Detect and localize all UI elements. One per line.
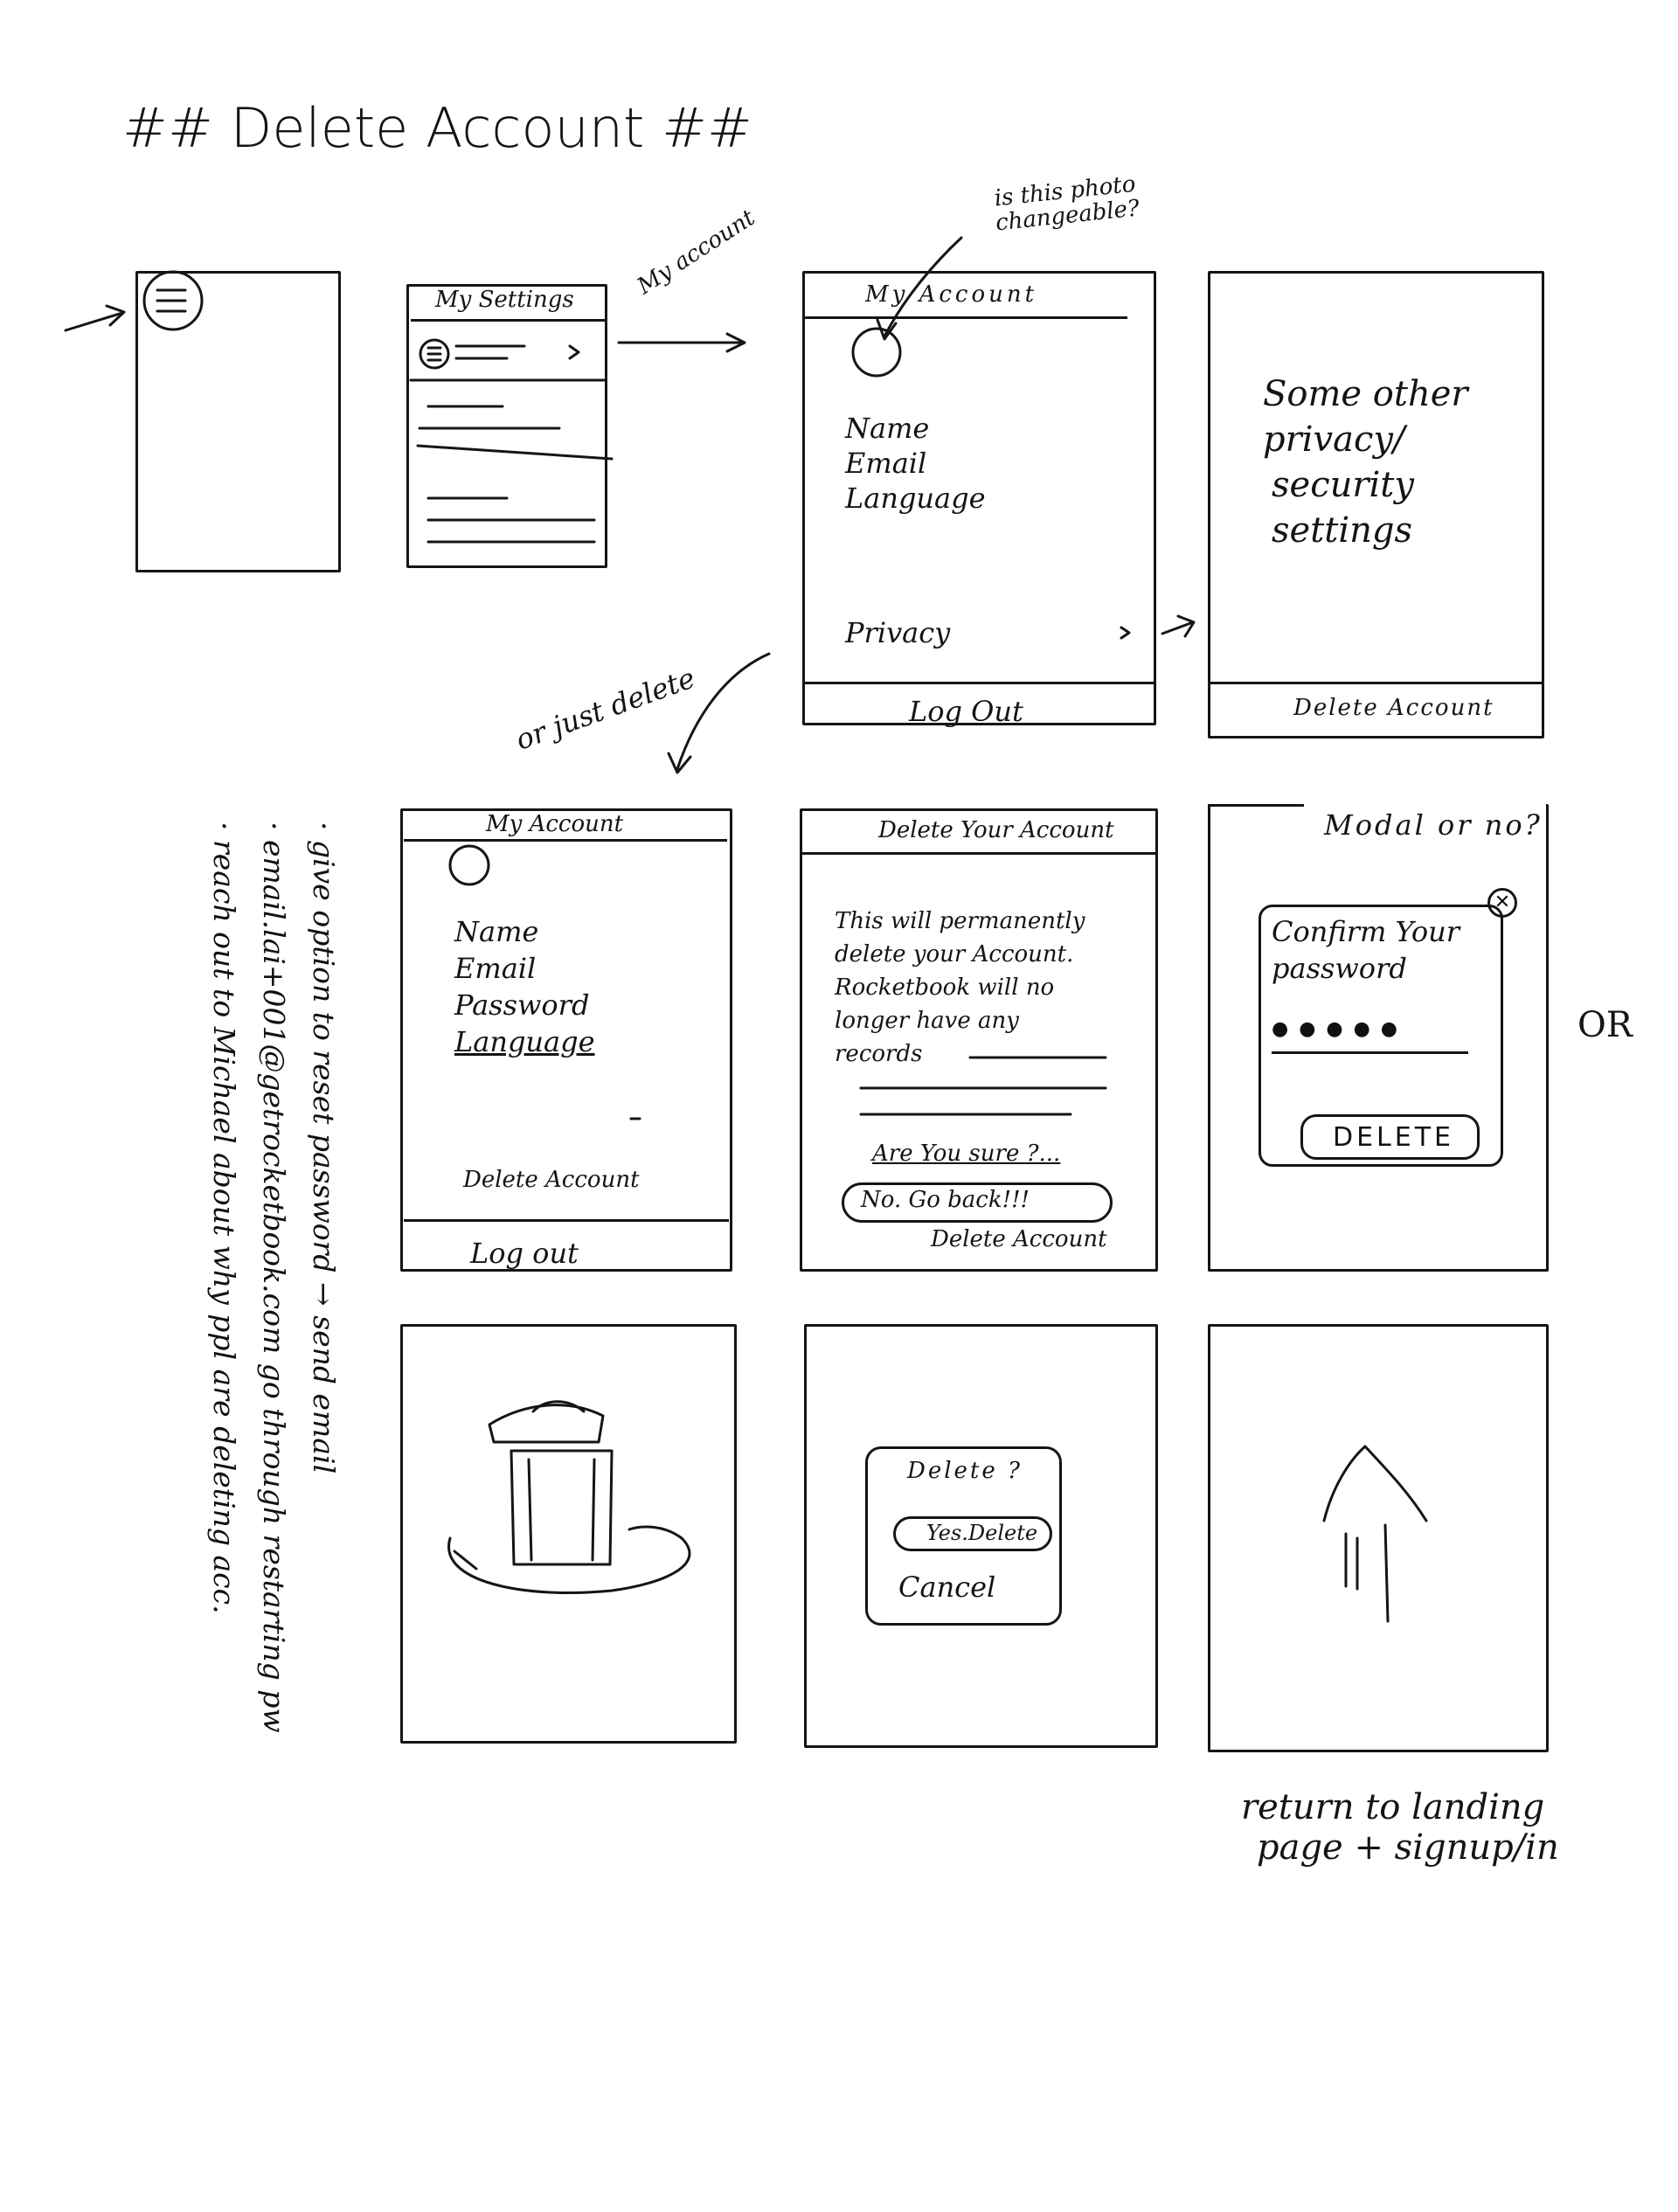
privacy-body-line: settings — [1272, 510, 1413, 551]
warning-line: Rocketbook will no — [835, 974, 1055, 1001]
my-account-2-title: My Account — [486, 811, 624, 837]
side-notes — [140, 822, 341, 2185]
go-back-button-label: No. Go back!!! — [861, 1187, 1030, 1213]
delete-account-link-3[interactable]: Delete Account — [931, 1226, 1107, 1252]
field-language[interactable]: Language — [845, 482, 986, 515]
confirm-label-line: password — [1272, 952, 1407, 985]
confirm-label-line: Confirm Your — [1272, 915, 1460, 948]
modal-question-note: Modal or no? — [1324, 808, 1543, 842]
privacy-body-line: Some other — [1263, 374, 1468, 414]
field-password[interactable]: Password — [454, 988, 590, 1022]
field-language[interactable]: Language — [454, 1025, 595, 1058]
field-name[interactable]: Name — [454, 915, 539, 948]
settings-title: My Settings — [435, 287, 574, 313]
close-icon[interactable]: ✕ — [1487, 888, 1517, 918]
field-email[interactable]: Email — [454, 952, 537, 985]
warning-line: records — [835, 1041, 923, 1067]
note-test-email: · email.lai+001@getrocketbook.com go through restarting pw — [257, 822, 291, 1733]
yes-delete-button-label: Yes.Delete — [926, 1521, 1038, 1545]
delete-your-account-title: Delete Your Account — [878, 817, 1114, 843]
field-name[interactable]: Name — [845, 412, 930, 445]
delete-account-link-2[interactable]: Delete Account — [463, 1167, 640, 1193]
privacy-link[interactable]: Privacy — [845, 616, 951, 649]
return-note-line: return to landing — [1241, 1787, 1545, 1827]
privacy-body-line: privacy/ — [1263, 420, 1405, 460]
warning-line: This will permanently — [835, 908, 1085, 934]
password-input[interactable]: ●●●●● — [1272, 1018, 1468, 1054]
note-reset-password: · give option to reset password → send email — [307, 822, 341, 1474]
are-you-sure-text: Are You sure ?... — [872, 1141, 1061, 1167]
privacy-body-line: security — [1272, 465, 1414, 505]
delete-button-label: DELETE — [1333, 1122, 1455, 1153]
my-account-arrow-label: My account — [633, 205, 760, 301]
or-just-delete-note: or just delete — [511, 661, 700, 757]
warning-line: longer have any — [835, 1008, 1019, 1034]
log-out-button-2[interactable]: Log out — [470, 1237, 579, 1270]
return-note-line: page + signup/in — [1257, 1827, 1559, 1868]
log-out-button[interactable]: Log Out — [909, 695, 1023, 728]
note-reach-out: · reach out to Michael about why ppl are deleting acc. — [207, 822, 241, 1614]
return-note — [1241, 1787, 1559, 1868]
page-title: ## Delete Account ## — [122, 96, 752, 160]
delete-account-link[interactable]: Delete Account — [1293, 695, 1494, 721]
warning-line: delete your Account. — [835, 941, 1074, 967]
cancel-button[interactable]: Cancel — [898, 1571, 996, 1604]
or-label: OR — [1577, 1005, 1633, 1045]
my-account-1-title: My Account — [865, 281, 1038, 308]
delete-dialog-question: Delete ? — [907, 1458, 1023, 1484]
field-email[interactable]: Email — [845, 447, 927, 480]
photo-question-note: is this photo changeable? — [993, 170, 1141, 237]
